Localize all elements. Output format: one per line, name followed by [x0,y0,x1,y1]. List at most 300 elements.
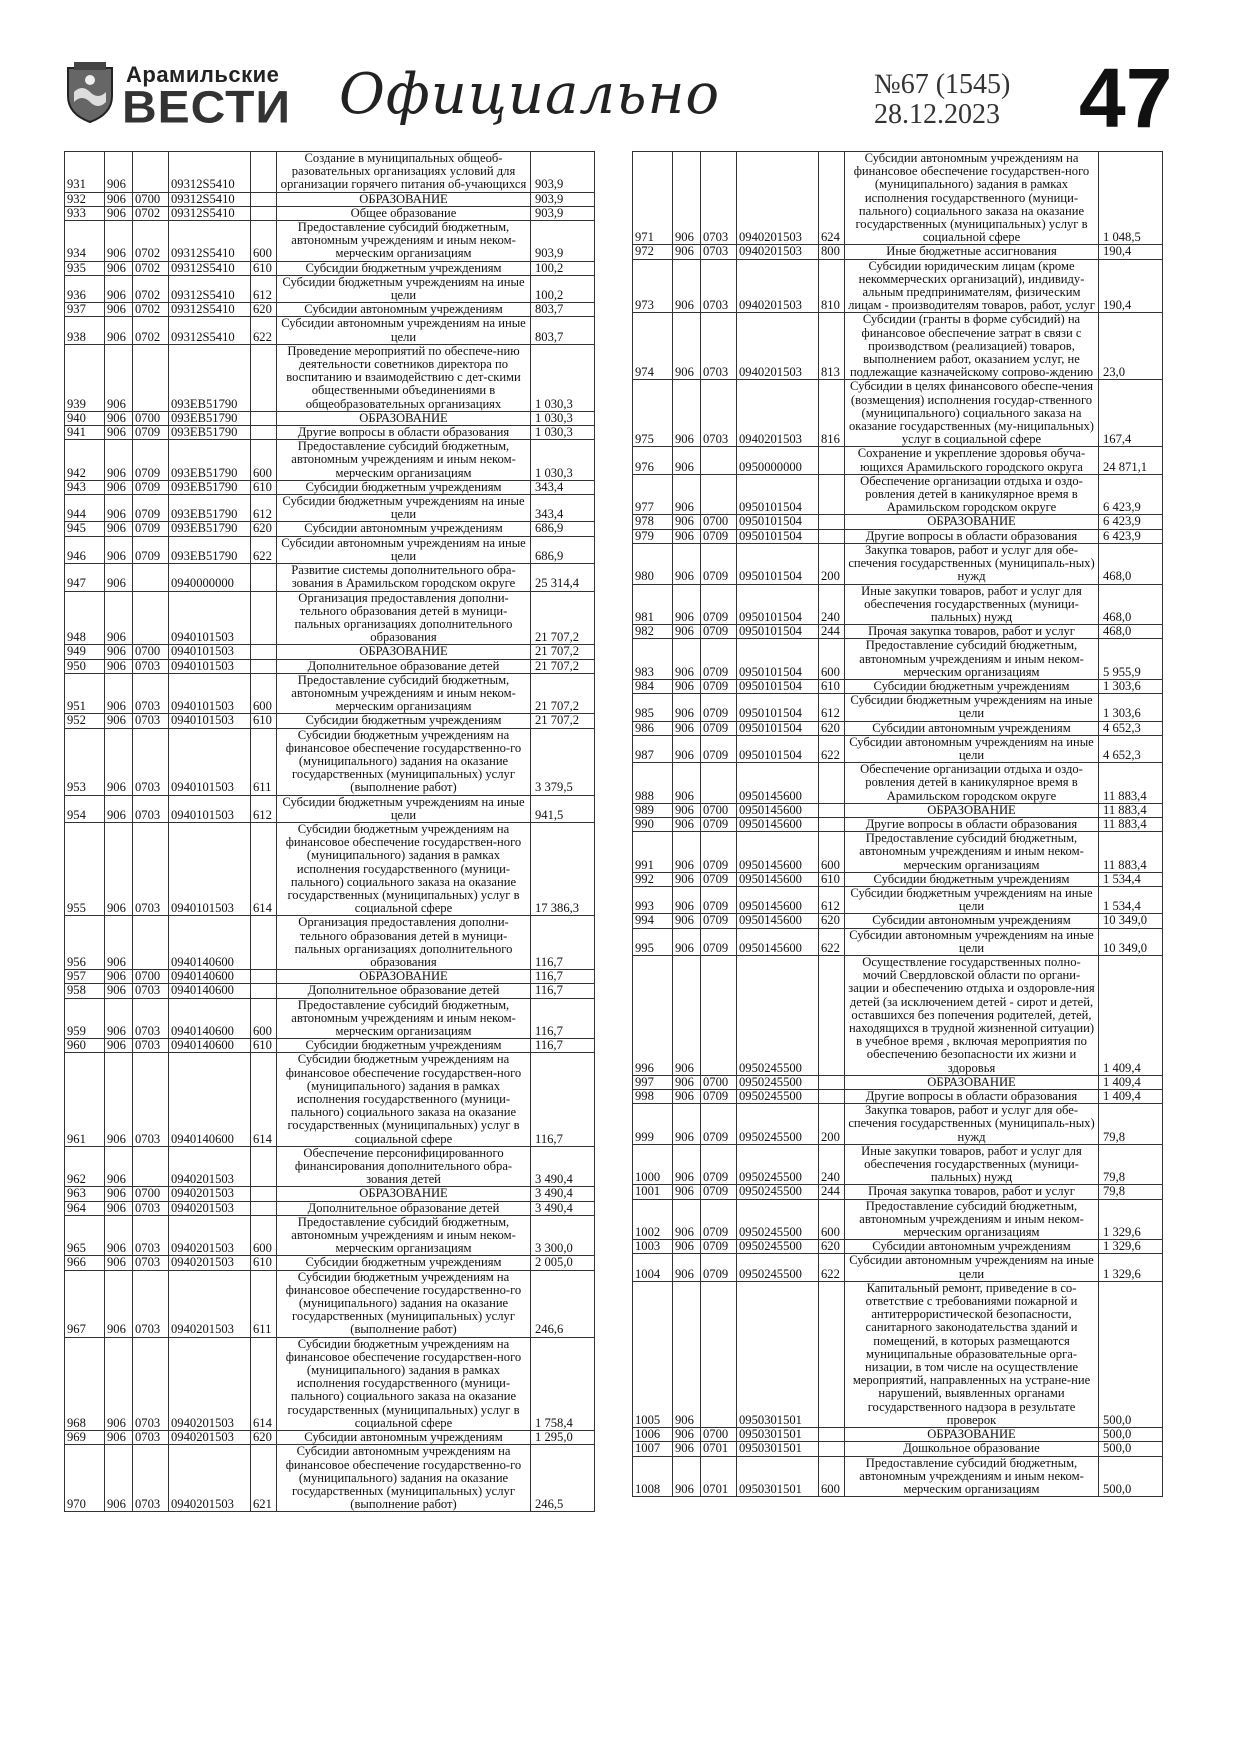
target-code: 0940201503 [169,1337,251,1430]
row-number: 951 [65,673,105,714]
expense-type-code [819,1281,845,1427]
table-row [633,245,1163,259]
grbs-code: 906 [105,480,133,494]
grbs-code: 906 [673,1185,701,1199]
row-sum: 2 005,0 [531,1256,595,1270]
row-number: 934 [65,221,105,262]
row-name: Обеспечение организации отдыха и оздо-ровления детей в каникулярное время в Арамильском городском округе [845,763,1099,804]
target-code: 0950145600 [737,803,819,817]
row-number: 996 [633,955,673,1075]
row-number: 941 [65,426,105,440]
section-code: 0709 [701,1104,737,1145]
table-row [65,1337,595,1430]
row-name: Субсидии (гранты в форме субсидий) на финансовое обеспечение затрат в связи с производством (реализацией) товаров, выполнением работ, оказанием услуг, не подлежащие казначейскому сопрово-ждению [845,313,1099,380]
expense-type-code: 620 [819,721,845,735]
section-code: 0709 [701,1240,737,1254]
section-code: 0709 [701,1254,737,1281]
expense-type-code: 600 [251,221,277,262]
table-row [65,998,595,1039]
target-code: 0950101504 [737,515,819,529]
expense-type-code: 200 [819,1104,845,1145]
row-sum: 4 652,3 [1099,735,1163,762]
row-name: Предоставление субсидий бюджетным, автономным учреждениям и иным неком-мерческим организациям [845,832,1099,873]
row-sum: 116,7 [531,984,595,998]
row-number: 1002 [633,1199,673,1240]
section-code: 0703 [133,1215,169,1256]
grbs-code: 906 [673,584,701,625]
row-name: Субсидии бюджетным учреждениям на финансовое обеспечение государствен-ного (муниципального) задания в рамках исполнения государственного (муници-пального) социального заказа на оказание государственных (муниципальных) услуг в социальной сфере [277,1337,531,1430]
row-name: Дополнительное образование детей [277,1201,531,1215]
target-code: 0950245500 [737,1199,819,1240]
target-code: 0950101504 [737,679,819,693]
coat-of-arms-icon [64,62,116,124]
expense-type-code: 612 [819,694,845,721]
target-code: 0940140600 [169,970,251,984]
row-name: ОБРАЗОВАНИЕ [845,1428,1099,1442]
row-sum: 1 048,5 [1099,152,1163,245]
table-row [633,955,1163,1075]
table-row [65,344,595,411]
target-code: 093EB51790 [169,480,251,494]
newspaper-logo [64,60,294,140]
grbs-code: 906 [673,694,701,721]
grbs-code: 906 [673,679,701,693]
section-code: 0701 [701,1442,737,1456]
section-code: 0700 [133,411,169,425]
table-row [633,694,1163,721]
row-sum: 167,4 [1099,380,1163,447]
row-sum: 1 303,6 [1099,679,1163,693]
table-row [65,1215,595,1256]
table-row [633,1144,1163,1185]
table-row [633,1090,1163,1104]
target-code: 0950145600 [737,817,819,831]
section-code [133,916,169,970]
grbs-code: 906 [673,529,701,543]
table-row [65,970,595,984]
expense-type-code [819,955,845,1075]
expense-type-code: 611 [251,1270,277,1337]
row-number: 965 [65,1215,105,1256]
grbs-code: 906 [105,495,133,522]
target-code: 0940140600 [169,998,251,1039]
grbs-code: 906 [673,152,701,245]
row-number: 933 [65,206,105,220]
expense-type-code: 600 [251,998,277,1039]
target-code: 0950101504 [737,543,819,584]
section-code: 0709 [133,495,169,522]
table-row [65,916,595,970]
expense-type-code [819,1090,845,1104]
row-sum: 500,0 [1099,1428,1163,1442]
table-row [633,625,1163,639]
table-row [65,1256,595,1270]
row-name: Другие вопросы в области образования [845,817,1099,831]
table-row [633,872,1163,886]
table-row [633,721,1163,735]
section-code [133,152,169,193]
table-row [65,426,595,440]
expense-type-code: 620 [819,914,845,928]
target-code: 0950245500 [737,1144,819,1185]
row-number: 977 [633,474,673,515]
section-code: 0703 [701,152,737,245]
row-name: ОБРАЗОВАНИЕ [277,970,531,984]
grbs-code: 906 [673,1240,701,1254]
section-code: 0703 [133,1201,169,1215]
grbs-code: 906 [105,564,133,591]
grbs-code: 906 [673,1456,701,1497]
expense-type-code [251,1146,277,1187]
target-code: 0950245500 [737,1254,819,1281]
target-code: 0940201503 [169,1256,251,1270]
row-sum: 79,8 [1099,1185,1163,1199]
row-number: 932 [65,192,105,206]
expense-type-code [251,426,277,440]
section-code: 0703 [133,1445,169,1512]
row-name: Предоставление субсидий бюджетным, автономным учреждениям и иным неком-мерческим организациям [845,1199,1099,1240]
section-code: 0709 [701,625,737,639]
expense-type-code: 611 [251,728,277,795]
row-number: 979 [633,529,673,543]
row-name: Субсидии бюджетным учреждениям на иные цели [277,795,531,822]
grbs-code: 906 [673,1199,701,1240]
section-code: 0700 [701,1075,737,1089]
section-code: 0702 [133,317,169,344]
grbs-code: 906 [673,380,701,447]
row-sum: 1 030,3 [531,411,595,425]
row-name: Обеспечение организации отдыха и оздо-ровления детей в каникулярное время в Арамильском городском округе [845,474,1099,515]
section-code: 0700 [133,1187,169,1201]
table-row [633,474,1163,515]
row-sum: 468,0 [1099,625,1163,639]
expense-type-code [251,970,277,984]
row-number: 947 [65,564,105,591]
table-row [633,1442,1163,1456]
grbs-code: 906 [105,411,133,425]
row-name: Субсидии бюджетным учреждениям на иные цели [277,275,531,302]
row-sum: 343,4 [531,480,595,494]
target-code: 0940101503 [169,645,251,659]
row-name: Прочая закупка товаров, работ и услуг [845,625,1099,639]
section-code: 0703 [133,1039,169,1053]
expense-type-code: 610 [251,261,277,275]
row-name: Субсидии бюджетным учреждениям [845,679,1099,693]
grbs-code: 906 [673,872,701,886]
row-sum: 5 955,9 [1099,639,1163,680]
table-row [65,536,595,563]
row-number: 946 [65,536,105,563]
target-code: 0940201503 [737,152,819,245]
table-row [65,1445,595,1512]
expense-type-code [819,763,845,804]
table-row [633,1185,1163,1199]
row-sum: 903,9 [531,192,595,206]
row-name: Сохранение и укрепление здоровья обуча-ющихся Арамильского городского округа [845,447,1099,474]
target-code: 093EB51790 [169,440,251,481]
grbs-code: 906 [105,192,133,206]
grbs-code: 906 [105,206,133,220]
row-name: Предоставление субсидий бюджетным, автономным учреждениям и иным неком-мерческим организациям [845,639,1099,680]
expense-type-code [251,152,277,193]
row-name: Дополнительное образование детей [277,659,531,673]
target-code: 0950101504 [737,721,819,735]
row-number: 973 [633,259,673,313]
grbs-code: 906 [105,1431,133,1445]
right-column [632,151,1163,1497]
row-number: 993 [633,886,673,913]
expense-type-code [251,984,277,998]
row-name: Иные бюджетные ассигнования [845,245,1099,259]
row-sum: 79,8 [1099,1104,1163,1145]
expense-type-code: 614 [251,1337,277,1430]
row-name: Субсидии автономным учреждениям [277,303,531,317]
row-number: 980 [633,543,673,584]
expense-type-code: 813 [819,313,845,380]
row-name: Дополнительное образование детей [277,984,531,998]
table-row [65,303,595,317]
expense-type-code: 614 [251,1053,277,1146]
row-number: 945 [65,522,105,536]
section-code: 0703 [133,1431,169,1445]
row-sum: 903,9 [531,152,595,193]
row-name: Субсидии бюджетным учреждениям на финансовое обеспечение государственно-го (муниципального) задания на оказание государственных (муниципальных) услуг (выполнение работ) [277,728,531,795]
table-row [633,735,1163,762]
expense-type-code: 620 [251,522,277,536]
section-code: 0703 [133,714,169,728]
table-row [65,1431,595,1445]
grbs-code: 906 [105,795,133,822]
table-row [65,275,595,302]
row-sum: 3 490,4 [531,1201,595,1215]
row-name: Предоставление субсидий бюджетным, автономным учреждениям и иным неком-мерческим организациям [277,440,531,481]
grbs-code: 906 [673,721,701,735]
expense-type-code: 244 [819,625,845,639]
target-code: 0950245500 [737,1075,819,1089]
table-row [633,543,1163,584]
expense-type-code [819,515,845,529]
expense-type-code: 600 [251,1215,277,1256]
row-sum: 343,4 [531,495,595,522]
row-number: 975 [633,380,673,447]
section-code: 0700 [701,515,737,529]
grbs-code: 906 [673,817,701,831]
row-name: Субсидии автономным учреждениям на иные цели [845,928,1099,955]
target-code: 09312S5410 [169,261,251,275]
grbs-code: 906 [673,955,701,1075]
row-name: Субсидии автономным учреждениям на финансовое обеспечение государственно-го (муниципального) задания на оказание государственных (муниципальных) услуг (выполнение работ) [277,1445,531,1512]
expense-type-code: 612 [251,795,277,822]
section-code: 0700 [701,1428,737,1442]
table-row [633,886,1163,913]
row-name: Субсидии автономным учреждениям на иные цели [277,317,531,344]
row-name: Субсидии автономным учреждениям на иные цели [277,536,531,563]
target-code: 0950245500 [737,1240,819,1254]
row-sum: 1 303,6 [1099,694,1163,721]
table-row [65,564,595,591]
table-row [65,206,595,220]
section-code: 0701 [701,1456,737,1497]
row-name: Субсидии автономным учреждениям [845,721,1099,735]
row-sum: 21 707,2 [531,714,595,728]
row-sum: 1 409,4 [1099,955,1163,1075]
row-number: 949 [65,645,105,659]
grbs-code: 906 [673,543,701,584]
target-code: 0940140600 [169,1039,251,1053]
issue-date: 28.12.2023 [874,99,1000,130]
table-row [633,380,1163,447]
row-number: 990 [633,817,673,831]
section-code: 0709 [701,584,737,625]
expense-type-code: 622 [251,536,277,563]
grbs-code: 906 [673,1144,701,1185]
target-code: 0950301501 [737,1428,819,1442]
section-code: 0709 [701,914,737,928]
row-sum: 25 314,4 [531,564,595,591]
issue-number: №67 (1545) [874,69,1011,100]
grbs-code: 906 [105,1215,133,1256]
row-number: 970 [65,1445,105,1512]
expense-type-code: 600 [251,673,277,714]
target-code: 0940101503 [169,714,251,728]
table-row [65,659,595,673]
row-number: 983 [633,639,673,680]
row-name: Предоставление субсидий бюджетным, автономным учреждениям и иным неком-мерческим организациям [277,673,531,714]
table-row [65,795,595,822]
row-name: Обеспечение персонифицированного финансирования дополнительного обра-зования детей [277,1146,531,1187]
grbs-code: 906 [105,426,133,440]
table-row [633,313,1163,380]
row-number: 1000 [633,1144,673,1185]
row-sum: 1 030,3 [531,440,595,481]
grbs-code: 906 [105,344,133,411]
grbs-code: 906 [105,1337,133,1430]
row-number: 1006 [633,1428,673,1442]
target-code: 093EB51790 [169,344,251,411]
section-code: 0703 [133,1270,169,1337]
expense-type-code: 624 [819,152,845,245]
target-code: 093EB51790 [169,411,251,425]
table-row [633,1199,1163,1240]
table-row [65,1201,595,1215]
grbs-code: 906 [673,886,701,913]
expense-type-code: 244 [819,1185,845,1199]
row-number: 974 [633,313,673,380]
section-code: 0709 [701,872,737,886]
target-code: 0940201503 [169,1445,251,1512]
grbs-code: 906 [105,522,133,536]
row-sum: 11 883,4 [1099,763,1163,804]
grbs-code: 906 [105,998,133,1039]
row-name: Иные закупки товаров, работ и услуг для обеспечения государственных (муници-пальных) нужд [845,584,1099,625]
issue-info [874,70,1010,130]
grbs-code: 906 [673,447,701,474]
grbs-code: 906 [673,1254,701,1281]
table-row [633,817,1163,831]
section-code: 0703 [133,1256,169,1270]
section-code: 0709 [701,529,737,543]
expense-type-code [251,411,277,425]
expense-type-code [819,447,845,474]
table-row [633,832,1163,873]
table-row [65,152,595,193]
target-code: 0950101504 [737,735,819,762]
row-sum: 1 409,4 [1099,1075,1163,1089]
target-code: 093EB51790 [169,522,251,536]
row-name: Осуществление государственных полно-мочий Свердловской области по органи-зации и обеспечению отдыха и оздоровле-ния детей (за исключением детей - сирот и детей, оставшихся без попечения родителей, детей, находящихся в трудной жизненной ситуации) в учебное время , включая мероприятия по обеспечению безопасности их жизни и здоровья [845,955,1099,1075]
target-code: 093EB51790 [169,426,251,440]
section-code: 0709 [701,1199,737,1240]
row-name: ОБРАЗОВАНИЕ [277,411,531,425]
target-code: 0950301501 [737,1442,819,1456]
target-code: 0950000000 [737,447,819,474]
row-sum: 11 883,4 [1099,803,1163,817]
section-code: 0709 [701,1090,737,1104]
grbs-code: 906 [105,984,133,998]
row-number: 991 [633,832,673,873]
row-name: ОБРАЗОВАНИЕ [277,1187,531,1201]
table-row [633,447,1163,474]
target-code: 0940201503 [737,313,819,380]
section-code: 0709 [133,440,169,481]
target-code: 0940140600 [169,1053,251,1146]
section-code: 0709 [701,543,737,584]
grbs-code: 906 [105,1270,133,1337]
grbs-code: 906 [673,832,701,873]
row-number: 968 [65,1337,105,1430]
grbs-code: 906 [673,763,701,804]
expense-type-code [251,206,277,220]
expense-type-code [819,474,845,515]
section-code [133,591,169,645]
table-row [65,984,595,998]
target-code: 09312S5410 [169,192,251,206]
row-number: 964 [65,1201,105,1215]
target-code: 0940101503 [169,591,251,645]
row-number: 939 [65,344,105,411]
row-sum: 116,7 [531,916,595,970]
row-number: 1007 [633,1442,673,1456]
row-sum: 24 871,1 [1099,447,1163,474]
target-code: 0940201503 [737,259,819,313]
section-code: 0702 [133,206,169,220]
expense-type-code: 610 [251,480,277,494]
row-name: Организация предоставления дополни-тельного образования детей в муници-пальных организациях дополнительного образования [277,916,531,970]
expense-type-code [819,1428,845,1442]
row-name: Субсидии автономным учреждениям [845,1240,1099,1254]
row-name: Субсидии юридическим лицам (кроме некоммерческих организаций), индивиду-альным предпринимателям, физическим лицам - производителям товаров, работ, услуг [845,259,1099,313]
expense-type-code: 810 [819,259,845,313]
row-number: 943 [65,480,105,494]
row-sum: 1 534,4 [1099,886,1163,913]
row-number: 999 [633,1104,673,1145]
row-name: Субсидии бюджетным учреждениям [277,261,531,275]
row-number: 958 [65,984,105,998]
row-name: ОБРАЗОВАНИЕ [845,515,1099,529]
row-number: 981 [633,584,673,625]
expense-type-code: 600 [819,639,845,680]
section-code: 0700 [701,803,737,817]
expense-type-code: 610 [251,1039,277,1053]
row-number: 962 [65,1146,105,1187]
section-code: 0702 [133,261,169,275]
grbs-code: 906 [105,275,133,302]
row-number: 986 [633,721,673,735]
grbs-code: 906 [673,1104,701,1145]
section-code: 0703 [133,822,169,915]
row-sum: 17 386,3 [531,822,595,915]
target-code: 0950145600 [737,872,819,886]
